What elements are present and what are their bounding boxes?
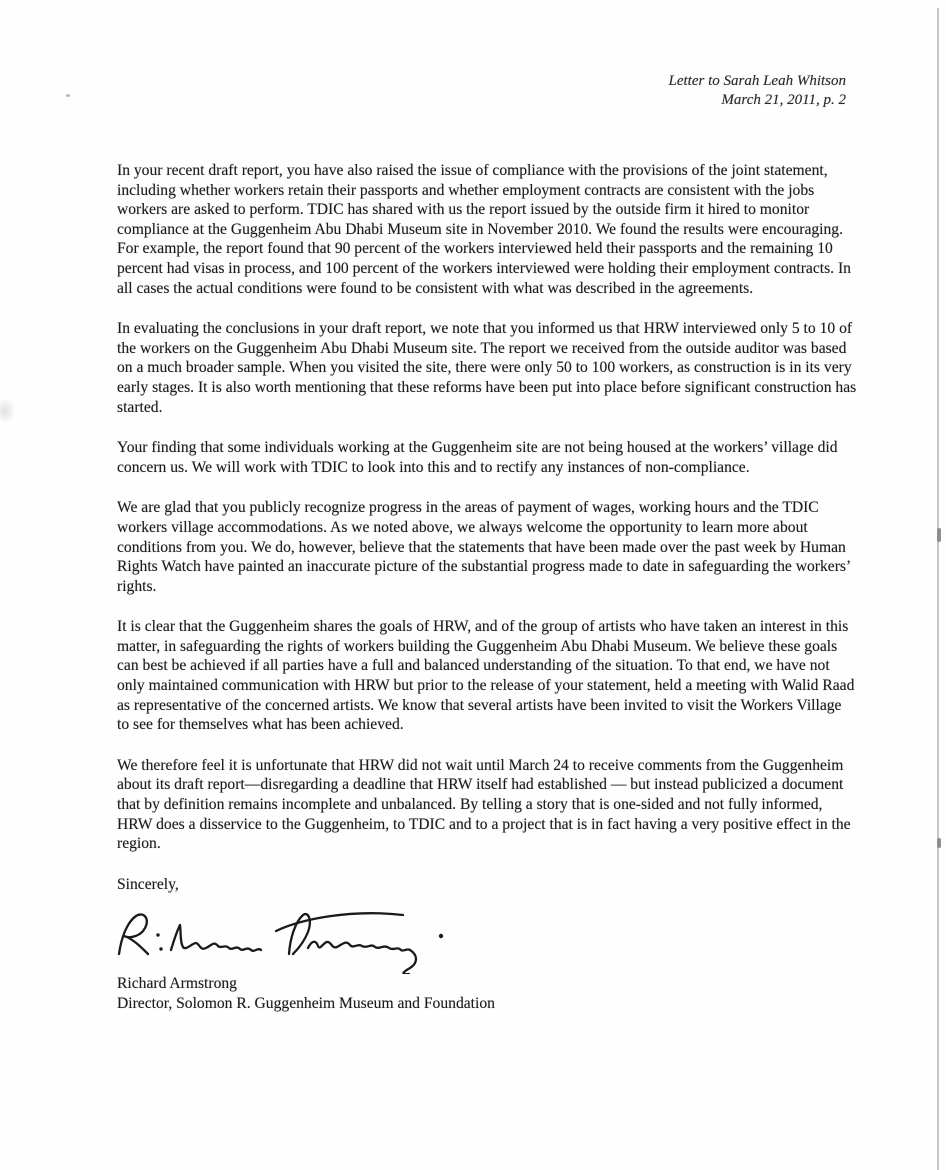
paragraph-workers-village-finding: Your finding that some individuals working at the Guggenheim site are not being housed at the workers’ village did concern us. We will work with TDIC to look into this and to rectify any instances of non-compliance.: [117, 439, 838, 476]
closing-salutation: Sincerely,: [117, 875, 179, 893]
scan-tick-mark: [937, 838, 941, 848]
letter-body: [117, 161, 857, 1014]
header-date-page-line: March 21, 2011, p. 2: [721, 91, 846, 108]
scan-smudge: [0, 398, 16, 424]
signer-name: Richard Armstrong: [117, 975, 237, 993]
signer-title: Director, Solomon R. Guggenheim Museum and Foundation: [117, 995, 495, 1012]
paragraph-unfortunate-release: We therefore feel it is unfortunate that HRW did not wait until March 24 to receive comments from the Guggenheim about its draft report—disregarding a deadline that HRW itself had established — but instead publicized a document that by definition remains incomplete and unbalanced. By telling a story that is one-sided and not fully informed, HRW does a disservice to the Guggenheim, to TDIC and to a project that is in fact having a very positive effect in the region.: [117, 756, 851, 853]
handwritten-signature: [111, 896, 857, 974]
scan-speck: [66, 94, 70, 97]
paragraph-draft-conclusions: In evaluating the conclusions in your draft report, we note that you informed us that HRW interviewed only 5 to 10 of the workers on the Guggenheim Abu Dhabi Museum site. The report we received from the outside auditor was based on a much broader sample. When you visited the site, there were only 50 to 100 workers, as construction is in its very early stages. It is also worth mentioning that these reforms have been put into place before significant construction has started.: [117, 320, 857, 416]
paragraph-progress-recognition: We are glad that you publicly recognize progress in the areas of payment of wages, working hours and the TDIC workers village accommodations. As we noted above, we always welcome the opportunity to learn more about conditions from you. We do, however, believe that the statements that have been made over the past week by Human Rights Watch have painted an inaccurate picture of the substantial progress made to date in safeguarding the workers’ rights.: [117, 499, 850, 595]
signer-block: [117, 974, 857, 1013]
scan-tick-mark: [937, 528, 941, 542]
signature-drawing: [111, 896, 461, 974]
paragraph-compliance-report: In your recent draft report, you have also raised the issue of compliance with the provisions of the joint statement, including whether workers retain their passports and whether employment contracts are consistent with the jobs workers are asked to perform. TDIC has shared with us the report issued by the outside firm it hired to monitor compliance at the Guggenheim Abu Dhabi Museum site in November 2010. We found the results were encouraging. For example, the report found that 90 percent of the workers interviewed held their passports and the remaining 10 percent had visas in process, and 100 percent of the workers interviewed were holding their employment contracts. In all cases the actual conditions were found to be consistent with what was described in the agreements.: [117, 162, 851, 297]
header-recipient-line: Letter to Sarah Leah Whitson: [668, 73, 846, 89]
scan-edge-line: [937, 8, 939, 1170]
paragraph-shared-goals: It is clear that the Guggenheim shares the goals of HRW, and of the group of artists who have taken an interest in this matter, in safeguarding the rights of workers building the Guggenheim Abu Dhabi Museum. We believe these goals can best be achieved if all parties have a full and balanced understanding of the situation. To that end, we have not only maintained communication with HRW but prior to the release of your statement, held a meeting with Walid Raad as representative of the concerned artists. We know that several artists have been invited to visit the Workers Village to see for themselves what has been achieved.: [117, 618, 855, 734]
letter-header: [668, 72, 846, 109]
